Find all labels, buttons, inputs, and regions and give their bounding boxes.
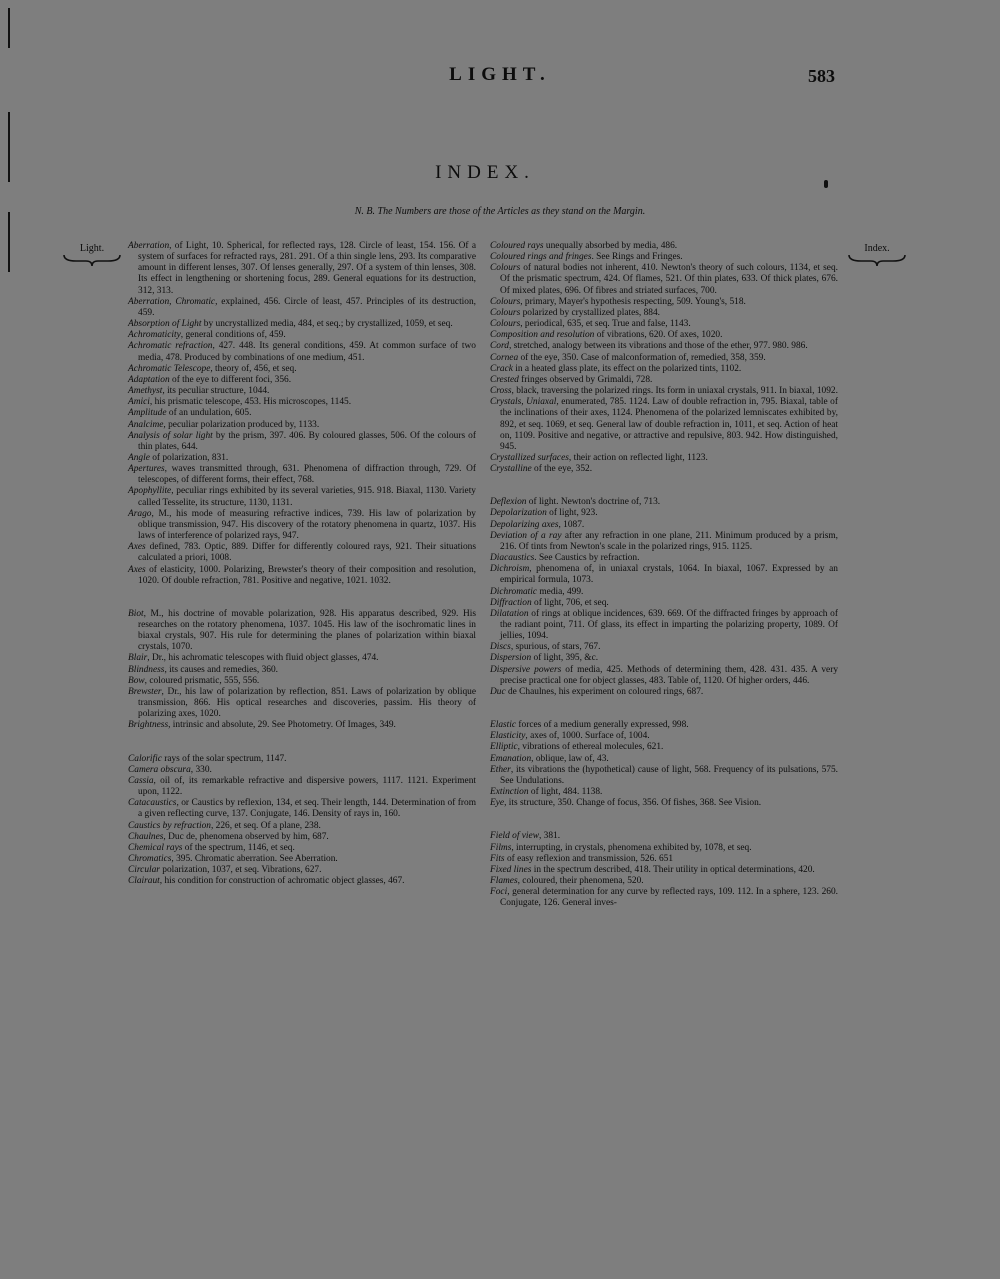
entry-text: of rings at oblique incidences, 639. 669. Of the diffracted fringes by approach of the radiant point, 711. Of glass, its effect in imparting the polarizing property, 1089. Of jellies, 1094. [500,608,838,642]
index-entry [128,319,476,330]
index-entry [490,587,838,598]
entry-heading: Achromatic refraction [128,341,213,352]
index-entry [490,687,838,698]
entry-text: , general conditions of, 459. [180,330,286,341]
index-entry [490,843,838,854]
index-entry [490,831,838,842]
entry-heading: Crack [490,363,513,374]
entry-heading: Crystalline [490,464,532,475]
entry-text: , his prismatic telescope, 453. His microscopes, 1145. [149,397,352,408]
entry-text: , primary, Mayer's hypothesis respecting, 509. Young's, 518. [520,296,746,307]
index-entry [128,865,476,876]
index-entry [128,341,476,363]
entry-heading: Analcime [128,419,164,430]
edge-mark-top [8,8,10,48]
entry-heading: Chemical rays [128,842,183,853]
entry-heading: Colours [490,319,521,330]
entry-heading: Crystallized surfaces [490,452,569,463]
entry-text: forces of a medium generally expressed, 998. [516,720,689,731]
index-entry [128,832,476,843]
index-entry [490,520,838,531]
entry-text: of easy reflexion and transmission, 526. 651 [504,853,674,864]
index-entry [490,865,838,876]
entry-text: of light, 923. [546,508,598,519]
entry-text: , enumerated, 785. 1124. Law of double refraction in, 795. Biaxal, table of the inclinations of their axes, 1124. Phenomena of the polarized lemniscates exhibited by, 892, et seq. 1069, et seq. General law of double refraction in, 1011, et seq. Action of heat on, 1109. Positive and negative, or attractive and repulsive, 803. 942. How distinguished, 945. [500,397,838,452]
index-entry [128,776,476,798]
entry-heading: Adaptation [128,374,170,385]
index-entry [490,263,838,296]
entry-text: , 330. [190,764,212,775]
entry-heading: Achromatic Telescope [128,363,211,374]
entry-heading: Cross [490,386,512,397]
entry-text: , or Caustics by reflexion, 134, et seq. Their length, 144. Determination of from a given reflecting curve, 137. Conjugate, 146. Density of rays in, 160. [138,798,476,820]
index-entry [128,798,476,820]
index-entry [128,676,476,687]
entry-heading: Elliptic [490,742,518,753]
entry-text: , Dr., his achromatic telescopes with fluid object glasses, 474. [147,653,379,664]
entry-heading: Analysis of solar light [128,430,213,441]
entry-text: , theory of, 456, et seq. [210,363,297,374]
entry-text: of media, 425. Methods of determining them, 428. 431. 435. A very precise practical one for object glasses, 483. Table of, 1120. Of higher orders, 446. [500,664,839,686]
entry-heading: Field of view [490,831,539,842]
index-note: N. B. The Numbers are those of the Articles as they stand on the Margin. [354,206,646,217]
entry-heading: Arago [128,508,152,519]
index-entry [128,375,476,386]
index-entry [128,431,476,453]
index-entry [490,798,838,809]
entry-heading: Coloured rings and fringes [490,252,592,263]
entry-text: , black, traversing the polarized rings. Its form in uniaxal crystals, 911. In biaxal, 1092. [511,386,838,397]
entry-heading: Extinction [490,787,529,798]
index-entry [128,854,476,865]
entry-text: , its causes and remedies, 360. [164,664,278,675]
entry-heading: Deflexion [490,497,527,508]
brace-right-icon [847,253,907,267]
index-entry [490,742,838,753]
entry-text: , peculiar rings exhibited by its several varieties, 915. 918. Biaxal, 1130. Variety called Tesselite, its structure, 1130, 1131. [138,486,476,508]
entry-text: by the prism, 397. 406. By coloured glasses, 506. Of the colours of thin plates, 644. [138,430,476,452]
entry-heading: Circular [128,865,160,876]
entry-text: , M., his doctrine of movable polarization, 928. His apparatus described, 929. His researches on the rotatory phenomena, 1037. 1045. His law of the isochromatic lines in biaxal crystals, 907. His rule for determining the planes of polarization within biaxal crystals, 1070. [138,608,476,653]
entry-heading: Caustics by refraction [128,820,211,831]
entry-heading: Dispersion [490,653,532,664]
entry-heading: Apertures [128,464,165,475]
entry-heading: Clairaut [128,876,160,887]
entry-heading: Depolarization [490,508,547,519]
entry-heading: Emanation [490,753,532,764]
entry-heading: Crested [490,374,519,385]
entry-heading: Foci [490,887,508,898]
entry-text: , stretched, analogy between its vibrations and those of the ether, 977. 980. 986. [508,341,808,352]
entry-heading: Dichroism [490,564,530,575]
index-entry [490,252,838,263]
entry-text: media, 499. [537,586,584,597]
entry-text: , intrinsic and absolute, 29. See Photometry. Of Images, 349. [168,720,396,731]
margin-note-right [842,243,912,267]
entry-text: , phenomena of, in uniaxal crystals, 1064. In biaxal, 1067. Expressed by an empirical formula, 1073. [500,564,838,586]
entry-heading: Cornea [490,352,519,363]
entry-text: fringes observed by Grimaldi, 728. [518,374,653,385]
entry-text: , its peculiar structure, 1044. [162,386,270,397]
index-entry [490,887,838,909]
brace-left-icon [62,253,122,267]
entry-heading: Catacaustics [128,798,177,809]
index-entry [128,720,476,731]
index-entry [490,553,838,564]
entry-heading: Ether [490,764,511,775]
entry-text: , its structure, 350. Change of focus, 356. Of fishes, 368. See Vision. [504,798,762,809]
index-entry [128,665,476,676]
entry-heading: Amici [128,397,150,408]
entry-heading: Chromatics [128,853,172,864]
index-entry [490,720,838,731]
entry-heading: Aberration, Chromatic [128,296,216,307]
entry-text: , 395. Chromatic aberration. See Aberration. [171,853,338,864]
index-entry [490,854,838,865]
index-column-left [128,241,476,887]
entry-heading: Brightness [128,720,169,731]
entry-text: , coloured, their phenomena, 520. [517,875,644,886]
index-entry [128,241,476,297]
entry-text: rays of the solar spectrum, 1147. [161,753,287,764]
entry-heading: Chaulnes [128,831,164,842]
index-entry [490,308,838,319]
index-entry [490,665,838,687]
index-entry [128,754,476,765]
index-entry [128,542,476,564]
index-entry [128,821,476,832]
entry-heading: Composition and resolution [490,330,595,341]
index-entry [128,565,476,587]
entry-text: , of Light, 10. Spherical, for reflected rays, 128. Circle of least, 154. 156. Of a system of surfaces for refracted rays, 281. 291. Of a thin single lens, 293. Its comparative amount in different lenses, 307. Of lenses generally, 297. Of a system of thin lenses, 308. Its effect in lengthening or shortening focus, 289. General equations for its destruction, 312, 313. [138,241,476,296]
index-entry [490,386,838,397]
entry-heading: Axes [128,542,146,553]
entry-heading: Depolarizing axes [490,519,559,530]
entry-heading: Amplitude [128,408,167,419]
entry-text: , its vibrations the (hypothetical) cause of light, 568. Frequency of its pulsations, 575. See Undulations. [500,764,838,786]
entry-text: de Chaulnes, his experiment on coloured rings, 687. [505,686,704,697]
index-entry [490,787,838,798]
entry-text: , oblique, law of, 43. [531,753,609,764]
entry-text: , oil of, its remarkable refractive and dispersive powers, 1117. 1121. Experiment upon, 1122. [138,775,476,798]
index-entry [490,508,838,519]
entry-heading: Colours [490,296,521,307]
index-entry [128,464,476,486]
entry-heading: Colours [490,307,521,318]
entry-text: . See Rings and Fringes. [591,252,683,263]
index-column-right [490,241,838,909]
index-entry [128,386,476,397]
index-entry [128,453,476,464]
index-entry [128,397,476,408]
entry-heading: Crystals, Uniaxal [490,397,557,408]
entry-text: of vibrations, 620. Of axes, 1020. [594,330,723,341]
index-entry [490,330,838,341]
entry-heading: Axes [128,564,146,575]
entry-text: , Dr., his law of polarization by reflection, 851. Laws of polarization by oblique transmission, 866. His optical researches and discoveries, passim. His theory of polarizing axes, 1020. [138,686,476,720]
ink-dot [824,180,828,188]
entry-heading: Amethyst [128,386,163,397]
index-entry [128,486,476,508]
entry-text: of light, 484. 1138. [528,787,603,798]
index-entry [128,765,476,776]
entry-text: after any refraction in one plane, 211. Minimum produced by a prism, 216. Of tints from Newton's scale in the polarized rings, 915. 1125. [500,530,838,552]
index-entry [490,754,838,765]
entry-heading: Bow [128,675,145,686]
entry-text: of light. Newton's doctrine of, 713. [526,497,661,508]
index-entry [128,364,476,375]
entry-heading: Diffraction [490,597,532,608]
entry-text: , 226, et seq. Of a plane, 238. [210,820,321,831]
entry-heading: Aberration [128,241,170,251]
entry-heading: Diacaustics [490,553,535,564]
entry-heading: Brewster [128,686,162,697]
entry-heading: Colours [490,263,521,274]
index-entry [490,765,838,787]
entry-text: , 1087. [558,519,585,530]
entry-heading: Absorption of Light [128,319,202,330]
index-entry [490,531,838,553]
entry-heading: Duc [490,686,506,697]
entry-text: polarization, 1037, et seq. Vibrations, 627. [159,865,322,876]
entry-heading: Fits [490,853,505,864]
index-entry [490,241,838,252]
entry-text: of light, 395, &c. [531,653,599,664]
entry-text: of polarization, 831. [149,452,229,463]
index-entry [128,653,476,664]
entry-heading: Cassia [128,775,154,786]
index-entry [490,375,838,386]
entry-text: in a heated glass plate, its effect on the polarized tints, 1102. [512,363,742,374]
entry-heading: Blindness [128,664,165,675]
index-entry [490,876,838,887]
entry-text: of the eye, 352. [531,464,593,475]
margin-note-right-label: Index. [864,243,890,254]
entry-text: of the eye, 350. Case of malconformation of, remedied, 358, 359. [518,352,766,363]
entry-text: of the eye to different foci, 356. [169,374,292,385]
entry-heading: Achromaticity [128,330,181,341]
entry-text: , vibrations of ethereal molecules, 621. [517,742,664,753]
entry-heading: Flames [490,875,518,886]
entry-heading: Eye [490,798,505,809]
index-entry [128,609,476,654]
index-entry [128,876,476,887]
entry-text: , his condition for construction of achromatic object glasses, 467. [159,876,405,887]
entry-text: unequally absorbed by media, 486. [543,241,678,251]
entry-heading: Fixed lines [490,864,532,875]
entry-text: . See Caustics by refraction. [534,553,640,564]
index-entry [490,353,838,364]
entry-heading: Elastic [490,720,517,731]
index-entry [490,653,838,664]
index-entry [490,464,838,475]
entry-text: , Duc de, phenomena observed by him, 687. [163,831,329,842]
index-entry [128,843,476,854]
entry-heading: Cord [490,341,509,352]
index-entry [490,642,838,653]
index-entry [490,731,838,742]
entry-heading: Calorific [128,753,162,764]
entry-text: , explained, 456. Circle of least, 457. Principles of its destruction, 459. [138,296,476,318]
entry-text: defined, 783. Optic, 889. Differ for differently coloured rays, 921. Their situations calculated a priori, 1008. [138,542,476,564]
entry-text: , interrupting, in crystals, phenomena exhibited by, 1078, et seq. [511,842,752,853]
index-entry [490,598,838,609]
entry-text: of the spectrum, 1146, et seq. [182,842,295,853]
entry-text: , 381. [538,831,561,842]
index-entry [128,408,476,419]
index-entry [490,609,838,642]
index-entry [128,297,476,319]
entry-text: , waves transmitted through, 631. Phenomena of diffraction through, 729. Of telescopes, of different forms, their effect, 768. [138,464,476,486]
entry-text: , coloured prismatic, 555, 556. [144,675,260,686]
index-entry [490,497,838,508]
entry-heading: Discs [490,642,511,653]
entry-text: polarized by crystallized plates, 884. [520,307,661,318]
entry-heading: Blair [128,653,148,664]
entry-text: in the spectrum described, 418. Their utility in optical determinations, 420. [531,864,815,875]
entry-text: of natural bodies not inherent, 410. Newton's theory of such colours, 1134, et seq. Of the prismatic spectrum, 424. Of flames, 521. Of thin plates, 633. Of thick plates, 676. Of mixed plates, 696. Of fibres and striated surfaces, 700. [500,263,838,296]
index-entry [128,420,476,431]
entry-heading: Dilatation [490,608,529,619]
index-entry [490,297,838,308]
index-entry [490,564,838,586]
margin-note-left [57,243,127,267]
entry-text: , M., his mode of measuring refractive indices, 739. His law of polarization by oblique transmission, 947. His discovery of the rotatory phenomena in quartz, 1037. His laws of interference of polarized rays, 947. [138,508,476,542]
index-entry [128,509,476,542]
entry-heading: Films [490,842,512,853]
entry-heading: Elasticity [490,731,526,742]
entry-heading: Deviation of a ray [490,530,562,541]
entry-heading: Apophyllite [128,486,172,497]
entry-heading: Angle [128,452,150,463]
entry-heading: Coloured rays [490,241,544,251]
entry-heading: Biot [128,608,144,619]
entry-text: , general determination for any curve by reflected rays, 109. 112. In a sphere, 123. 260. Conjugate, 126. General inves- [500,887,838,909]
edge-mark-lower [8,212,10,272]
entry-text: , their action on reflected light, 1123. [568,452,708,463]
entry-text: , spurious, of stars, 767. [510,642,601,653]
entry-text: of elasticity, 1000. Polarizing, Brewster's theory of their composition and resolution, 1020. Of double refraction, 781. Positive and negative, 1021. 1032. [138,564,476,586]
entry-text: , 427. 448. Its general conditions, 459. At common surface of two media, 478. Produced by combinations of one medium, 451. [138,341,476,363]
index-entry [490,397,838,453]
entry-text: of light, 706, et seq. [531,597,609,608]
index-entry [490,341,838,352]
entry-text: by uncrystallized media, 484, et seq.; by crystallized, 1059, et seq. [201,319,453,330]
entry-text: , peculiar polarization produced by, 1133. [163,419,320,430]
page-number: 583 [808,66,835,86]
entry-text: , axes of, 1000. Surface of, 1004. [525,731,650,742]
index-entry [490,364,838,375]
entry-heading: Dichromatic [490,586,538,597]
entry-text: , periodical, 635, et seq. True and false, 1143. [520,319,691,330]
entry-heading: Dispersive powers [490,664,562,675]
running-title: LIGHT. [449,64,551,85]
entry-text: of an undulation, 605. [166,408,252,419]
index-entry [490,319,838,330]
index-entry [490,453,838,464]
index-entry [128,687,476,720]
index-title: INDEX. [435,162,535,183]
entry-heading: Camera obscura [128,764,191,775]
margin-note-left-label: Light. [79,243,105,254]
index-entry [128,330,476,341]
